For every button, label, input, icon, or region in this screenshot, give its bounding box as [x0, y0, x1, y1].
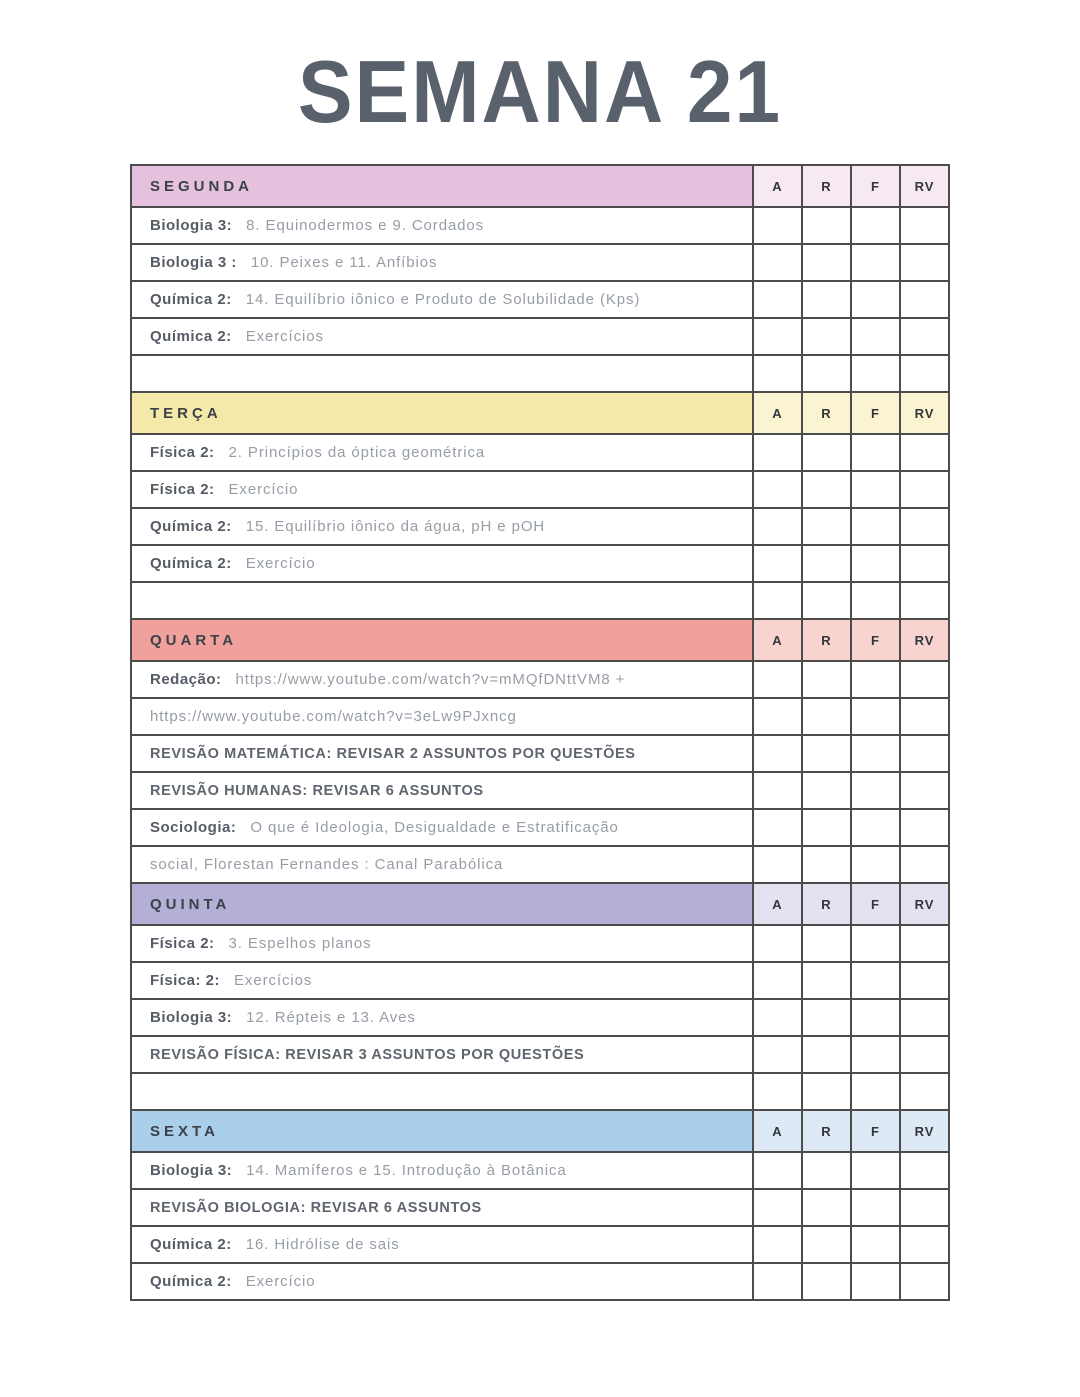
column-header-a: A [753, 392, 802, 434]
task-row [131, 471, 949, 508]
task-cell [131, 735, 753, 772]
column-header-f: F [851, 392, 900, 434]
check-cell-rv [900, 698, 949, 735]
check-cell-f [851, 1152, 900, 1189]
task-subject-label: Física: 2: [150, 971, 221, 989]
check-cell-f [851, 318, 900, 355]
task-cell [131, 772, 753, 809]
check-cell-rv [900, 1189, 949, 1226]
task-text: https://www.youtube.com/watch?v=3eLw9PJxncg [150, 707, 517, 725]
task-subject-label: Sociologia: [150, 818, 237, 836]
task-cell [131, 1263, 753, 1300]
task-text: 2. Princípios da óptica geométrica [228, 443, 486, 461]
day-name-2: QUARTA [131, 619, 753, 661]
check-cell-rv [900, 925, 949, 962]
task-cell [131, 207, 753, 244]
check-cell-r [802, 471, 851, 508]
check-cell-r [802, 772, 851, 809]
task-cell [131, 661, 753, 698]
check-cell-rv [900, 244, 949, 281]
check-cell-f [851, 207, 900, 244]
check-cell-f [851, 1226, 900, 1263]
check-cell-rv [900, 962, 949, 999]
check-cell-a [753, 661, 802, 698]
task-subject-label: Biologia 3: [150, 1161, 233, 1179]
task-row [131, 846, 949, 883]
check-cell-r [802, 318, 851, 355]
check-cell-f [851, 582, 900, 619]
task-text: O que é Ideologia, Desigualdade e Estratificação [250, 818, 619, 836]
column-header-f: F [851, 619, 900, 661]
column-header-f: F [851, 1110, 900, 1152]
check-cell-r [802, 698, 851, 735]
task-row [131, 207, 949, 244]
check-cell-rv [900, 508, 949, 545]
day-header-row [131, 165, 949, 207]
task-subject-label: Química 2: [150, 1235, 232, 1253]
check-cell-f [851, 1189, 900, 1226]
empty-row [131, 582, 949, 619]
task-subject-label: Biologia 3: [150, 1008, 233, 1026]
check-cell-f [851, 1263, 900, 1300]
column-header-f: F [851, 883, 900, 925]
task-text: Exercícios [234, 971, 313, 989]
check-cell-a [753, 434, 802, 471]
column-header-f: F [851, 165, 900, 207]
task-text: 14. Equilíbrio iônico e Produto de Solubilidade (Kps) [245, 290, 641, 308]
empty-row [131, 355, 949, 392]
check-cell-f [851, 809, 900, 846]
check-cell-f [851, 355, 900, 392]
task-text: 8. Equinodermos e 9. Cordados [246, 216, 485, 234]
check-cell-a [753, 1226, 802, 1263]
task-subject-label: Química 2: [150, 290, 232, 308]
task-cell [131, 281, 753, 318]
check-cell-f [851, 772, 900, 809]
column-header-a: A [753, 1110, 802, 1152]
column-header-rv: RV [900, 165, 949, 207]
task-text: REVISÃO FÍSICA: REVISAR 3 ASSUNTOS POR QUESTÕES [150, 1046, 585, 1063]
check-cell-f [851, 698, 900, 735]
check-cell-rv [900, 434, 949, 471]
check-cell-r [802, 355, 851, 392]
check-cell-a [753, 471, 802, 508]
column-header-r: R [802, 883, 851, 925]
check-cell-r [802, 1152, 851, 1189]
task-cell [131, 846, 753, 883]
schedule-table [130, 164, 950, 1301]
check-cell-rv [900, 355, 949, 392]
check-cell-rv [900, 318, 949, 355]
check-cell-f [851, 846, 900, 883]
check-cell-r [802, 661, 851, 698]
check-cell-rv [900, 582, 949, 619]
check-cell-a [753, 1036, 802, 1073]
check-cell-r [802, 1263, 851, 1300]
column-header-r: R [802, 392, 851, 434]
check-cell-f [851, 661, 900, 698]
task-cell [131, 999, 753, 1036]
check-cell-a [753, 355, 802, 392]
task-subject-label: Química 2: [150, 327, 232, 345]
task-row [131, 1226, 949, 1263]
check-cell-rv [900, 1263, 949, 1300]
task-cell [131, 545, 753, 582]
task-cell [131, 1189, 753, 1226]
task-cell [131, 355, 753, 392]
column-header-rv: RV [900, 392, 949, 434]
task-row [131, 318, 949, 355]
check-cell-a [753, 999, 802, 1036]
check-cell-f [851, 999, 900, 1036]
task-row [131, 244, 949, 281]
task-text: 12. Répteis e 13. Aves [246, 1008, 416, 1026]
check-cell-a [753, 1263, 802, 1300]
day-header-row [131, 392, 949, 434]
check-cell-rv [900, 1036, 949, 1073]
check-cell-a [753, 809, 802, 846]
check-cell-rv [900, 809, 949, 846]
check-cell-r [802, 1036, 851, 1073]
column-header-r: R [802, 1110, 851, 1152]
task-row [131, 508, 949, 545]
page-title: SEMANA 21 [297, 43, 783, 142]
check-cell-r [802, 1189, 851, 1226]
task-cell [131, 1036, 753, 1073]
check-cell-a [753, 962, 802, 999]
task-subject-label: Física 2: [150, 443, 215, 461]
task-cell [131, 1226, 753, 1263]
task-subject-label: Biologia 3: [150, 216, 233, 234]
check-cell-rv [900, 999, 949, 1036]
check-cell-f [851, 434, 900, 471]
task-subject-label: Química 2: [150, 517, 232, 535]
task-subject-label: Biologia 3 : [150, 253, 237, 271]
task-row [131, 925, 949, 962]
check-cell-f [851, 545, 900, 582]
check-cell-r [802, 735, 851, 772]
check-cell-rv [900, 1226, 949, 1263]
day-header-row [131, 619, 949, 661]
check-cell-rv [900, 1073, 949, 1110]
task-subject-label: Física 2: [150, 934, 215, 952]
check-cell-r [802, 999, 851, 1036]
check-cell-r [802, 582, 851, 619]
task-row [131, 772, 949, 809]
task-cell [131, 698, 753, 735]
task-text: REVISÃO HUMANAS: REVISAR 6 ASSUNTOS [150, 782, 484, 799]
task-row [131, 1189, 949, 1226]
day-header-row [131, 1110, 949, 1152]
check-cell-a [753, 207, 802, 244]
check-cell-a [753, 545, 802, 582]
check-cell-f [851, 962, 900, 999]
task-row [131, 735, 949, 772]
task-row [131, 1263, 949, 1300]
check-cell-f [851, 508, 900, 545]
task-cell [131, 925, 753, 962]
task-text: 3. Espelhos planos [228, 934, 372, 952]
column-header-a: A [753, 883, 802, 925]
check-cell-f [851, 735, 900, 772]
check-cell-r [802, 962, 851, 999]
check-cell-r [802, 1073, 851, 1110]
check-cell-r [802, 508, 851, 545]
task-text: https://www.youtube.com/watch?v=mMQfDNttVM8 + [235, 670, 626, 688]
task-subject-label: Redação: [150, 670, 222, 688]
task-text: 15. Equilíbrio iônico da água, pH e pOH [245, 517, 546, 535]
day-header-row [131, 883, 949, 925]
day-name-1: TERÇA [131, 392, 753, 434]
task-cell [131, 582, 753, 619]
check-cell-f [851, 244, 900, 281]
column-header-r: R [802, 165, 851, 207]
check-cell-a [753, 318, 802, 355]
task-row [131, 434, 949, 471]
task-text: 16. Hidrólise de sais [245, 1235, 400, 1253]
check-cell-a [753, 735, 802, 772]
check-cell-f [851, 1073, 900, 1110]
check-cell-r [802, 925, 851, 962]
check-cell-r [802, 846, 851, 883]
check-cell-a [753, 1073, 802, 1110]
check-cell-a [753, 698, 802, 735]
task-cell [131, 318, 753, 355]
check-cell-f [851, 925, 900, 962]
task-subject-label: Química 2: [150, 554, 232, 572]
task-text: social, Florestan Fernandes : Canal Parabólica [150, 855, 504, 873]
column-header-r: R [802, 619, 851, 661]
task-subject-label: Física 2: [150, 480, 215, 498]
task-row [131, 281, 949, 318]
task-row [131, 962, 949, 999]
check-cell-a [753, 1152, 802, 1189]
check-cell-r [802, 809, 851, 846]
check-cell-rv [900, 281, 949, 318]
task-row [131, 698, 949, 735]
task-cell [131, 471, 753, 508]
check-cell-a [753, 925, 802, 962]
task-cell [131, 508, 753, 545]
task-text: REVISÃO MATEMÁTICA: REVISAR 2 ASSUNTOS POR QUESTÕES [150, 745, 636, 762]
task-text: Exercícios [245, 327, 324, 345]
task-cell [131, 962, 753, 999]
day-name-3: QUINTA [131, 883, 753, 925]
task-row [131, 999, 949, 1036]
check-cell-rv [900, 846, 949, 883]
task-row [131, 1152, 949, 1189]
task-row [131, 1036, 949, 1073]
check-cell-rv [900, 471, 949, 508]
check-cell-r [802, 545, 851, 582]
task-cell [131, 1073, 753, 1110]
column-header-rv: RV [900, 883, 949, 925]
empty-row [131, 1073, 949, 1110]
task-row [131, 661, 949, 698]
task-cell [131, 1152, 753, 1189]
check-cell-f [851, 471, 900, 508]
check-cell-f [851, 1036, 900, 1073]
task-cell [131, 809, 753, 846]
task-cell [131, 244, 753, 281]
day-name-0: SEGUNDA [131, 165, 753, 207]
check-cell-a [753, 582, 802, 619]
check-cell-rv [900, 207, 949, 244]
task-text: Exercício [245, 1272, 316, 1290]
task-cell [131, 434, 753, 471]
column-header-rv: RV [900, 619, 949, 661]
check-cell-rv [900, 661, 949, 698]
task-text: REVISÃO BIOLOGIA: REVISAR 6 ASSUNTOS [150, 1199, 482, 1216]
check-cell-rv [900, 1152, 949, 1189]
column-header-a: A [753, 619, 802, 661]
check-cell-f [851, 281, 900, 318]
check-cell-a [753, 281, 802, 318]
column-header-a: A [753, 165, 802, 207]
check-cell-a [753, 772, 802, 809]
task-text: Exercício [245, 554, 316, 572]
check-cell-r [802, 207, 851, 244]
check-cell-r [802, 244, 851, 281]
check-cell-a [753, 508, 802, 545]
check-cell-r [802, 281, 851, 318]
check-cell-a [753, 1189, 802, 1226]
check-cell-a [753, 244, 802, 281]
task-row [131, 809, 949, 846]
check-cell-r [802, 434, 851, 471]
task-row [131, 545, 949, 582]
task-text: 10. Peixes e 11. Anfíbios [250, 253, 438, 271]
task-subject-label: Química 2: [150, 1272, 232, 1290]
check-cell-r [802, 1226, 851, 1263]
day-name-4: SEXTA [131, 1110, 753, 1152]
task-text: Exercício [228, 480, 299, 498]
task-text: 14. Mamíferos e 15. Introdução à Botânica [246, 1161, 567, 1179]
check-cell-rv [900, 545, 949, 582]
check-cell-rv [900, 772, 949, 809]
check-cell-rv [900, 735, 949, 772]
check-cell-a [753, 846, 802, 883]
column-header-rv: RV [900, 1110, 949, 1152]
